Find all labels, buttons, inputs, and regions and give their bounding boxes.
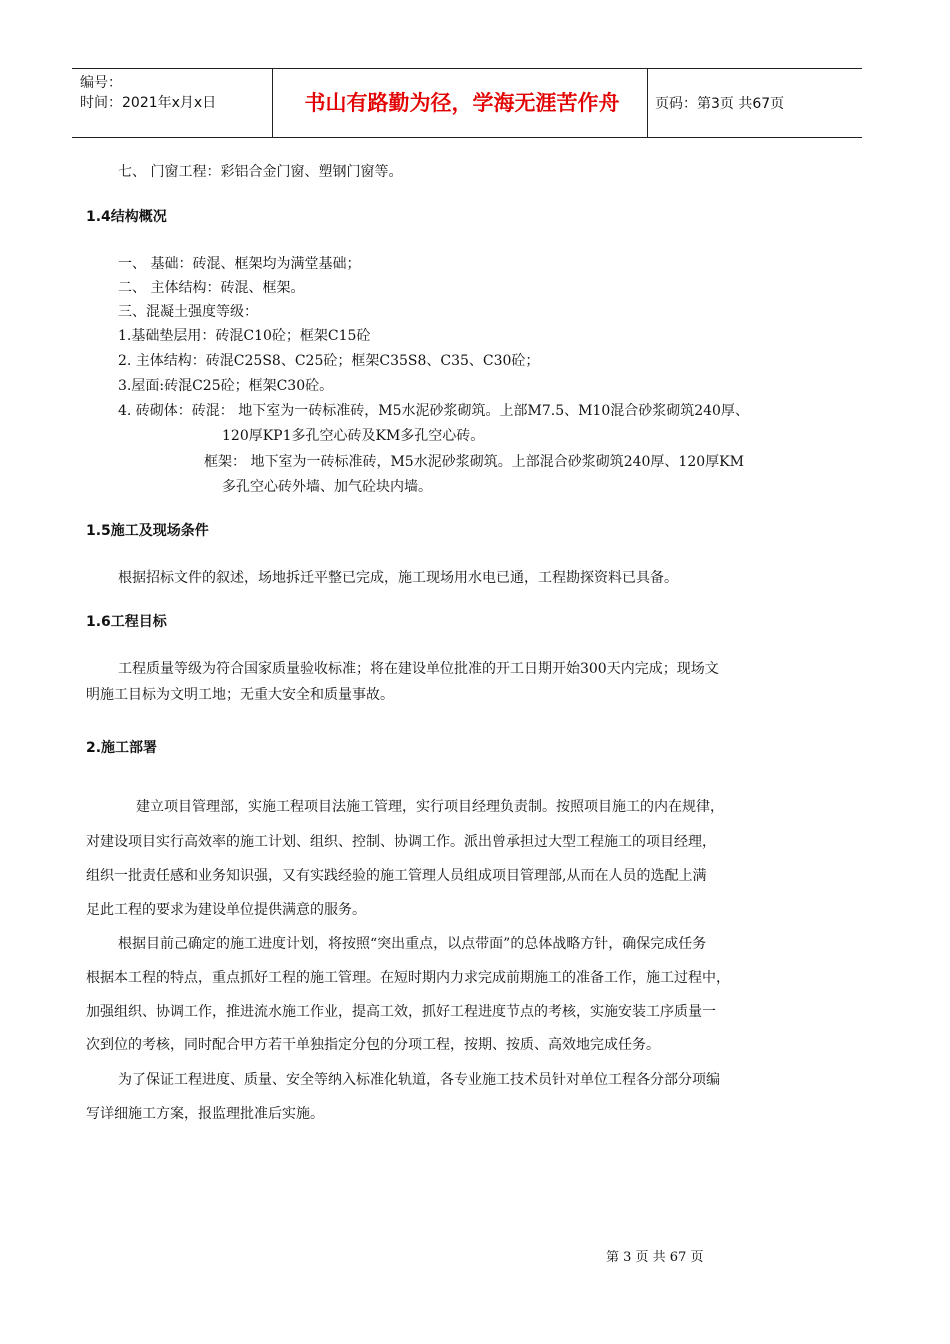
paragraph: 1.基础垫层用：砖混C10砼；框架C15砼 xyxy=(118,328,371,344)
paragraph: 工程质量等级为符合国家质量验收标准；将在建设单位批准的开工日期开始300天内完成；现场文 xyxy=(118,661,719,677)
document-number-label: 编号： xyxy=(80,75,122,91)
paragraph: 足此工程的要求为建设单位提供满意的服务。 xyxy=(86,902,366,918)
header-meta xyxy=(80,73,216,113)
page-footer: 第 3 页 共 67 页 xyxy=(606,1250,704,1265)
section-heading: 1.6工程目标 xyxy=(86,614,167,630)
paragraph: 二、 主体结构：砖混、框架。 xyxy=(118,280,305,296)
paragraph: 建立项目管理部，实施工程项目法施工管理，实行项目经理负责制。按照项目施工的内在规律， xyxy=(136,799,724,815)
paragraph: 多孔空心砖外墙、加气砼块内墙。 xyxy=(222,479,432,495)
paragraph: 为了保证工程进度、质量、安全等纳入标准化轨道，各专业施工技术员针对单位工程各分部分项编 xyxy=(118,1072,720,1088)
paragraph: 对建设项目实行高效率的施工计划、组织、控制、协调工作。派出曾承担过大型工程施工的项目经理， xyxy=(86,834,716,850)
paragraph: 根据招标文件的叙述，场地拆迁平整已完成，施工现场用水电已通，工程勘探资料已具备。 xyxy=(118,570,678,586)
paragraph: 明施工目标为文明工地；无重大安全和质量事故。 xyxy=(86,687,394,703)
section-heading: 1.5施工及现场条件 xyxy=(86,523,209,539)
paragraph: 次到位的考核，同时配合甲方若干单独指定分包的分项工程，按期、按质、高效地完成任务。 xyxy=(86,1037,660,1053)
page-header xyxy=(72,68,862,138)
paragraph: 写详细施工方案，报监理批准后实施。 xyxy=(86,1106,324,1122)
paragraph: 2. 主体结构：砖混C25S8、C25砼；框架C35S8、C35、C30砼； xyxy=(118,353,540,369)
header-motto: 书山有路勤为径，学海无涯苦作舟 xyxy=(304,91,620,115)
section-heading: 1.4结构概况 xyxy=(86,209,167,225)
header-page-number: 页码：第3页 共67页 xyxy=(655,96,785,112)
paragraph: 根据本工程的特点，重点抓好工程的施工管理。在短时期内力求完成前期施工的准备工作，施工过程中， xyxy=(86,970,730,986)
paragraph: 加强组织、协调工作，推进流水施工作业，提高工效，抓好工程进度节点的考核，实施安装工序质量一 xyxy=(86,1004,716,1020)
section-heading: 2.施工部署 xyxy=(86,740,158,756)
paragraph: 根据目前己确定的施工进度计划，将按照“突出重点，以点带面”的总体战略方针，确保完成任务 xyxy=(118,936,707,952)
paragraph: 一、 基础：砖混、框架均为满堂基础； xyxy=(118,256,361,272)
header-divider xyxy=(272,69,273,137)
paragraph: 4. 砖砌体：砖混： 地下室为一砖标准砖，M5水泥砂浆砌筑。上部M7.5、M10混合砂浆砌筑240厚、 xyxy=(118,403,749,419)
paragraph: 组织一批责任感和业务知识强，又有实践经验的施工管理人员组成项目管理部,从而在人员的选配上满 xyxy=(86,868,707,884)
paragraph: 3.屋面:砖混C25砼；框架C30砼。 xyxy=(118,378,334,394)
document-time-label: 时间：2021年x月x日 xyxy=(80,95,217,111)
paragraph: 七、 门窗工程：彩铝合金门窗、塑钢门窗等。 xyxy=(118,164,403,180)
paragraph: 三、混凝土强度等级： xyxy=(118,304,258,320)
paragraph: 120厚KP1多孔空心砖及KM多孔空心砖。 xyxy=(222,428,485,444)
paragraph: 框架： 地下室为一砖标准砖，M5水泥砂浆砌筑。上部混合砂浆砌筑240厚、120厚KM xyxy=(204,454,744,470)
